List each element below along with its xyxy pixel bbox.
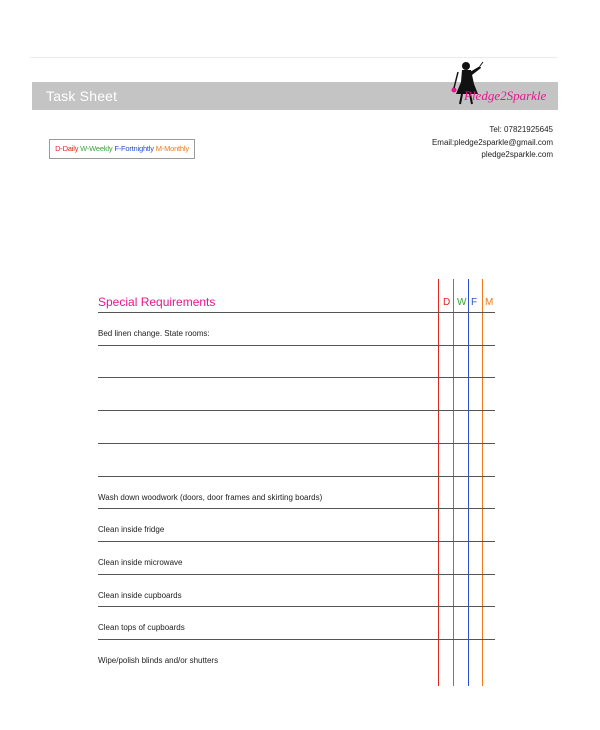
table-row-rule <box>98 508 495 509</box>
task-label: Bed linen change. State rooms: <box>98 329 210 338</box>
legend-fortnightly: F-Fortnightly <box>114 144 154 153</box>
column-line-w <box>453 279 454 686</box>
column-header-m: M <box>485 297 494 308</box>
table-row-rule <box>98 345 495 346</box>
task-label: Clean tops of cupboards <box>98 623 185 632</box>
contact-website: pledge2sparkle.com <box>481 150 553 159</box>
contact-email: Email:pledge2sparkle@gmail.com <box>431 137 553 147</box>
column-header-d: D <box>443 297 451 308</box>
table-row-rule <box>98 443 495 444</box>
table-row-rule <box>98 476 495 477</box>
column-line-d <box>438 279 439 686</box>
header-bar <box>32 82 558 110</box>
table-row-rule <box>98 606 495 607</box>
page-title: Task Sheet <box>46 88 118 104</box>
task-label: Wipe/polish blinds and/or shutters <box>98 656 219 665</box>
table-row-rule <box>98 541 495 542</box>
contact-tel: Tel: 07821925645 <box>489 125 553 134</box>
section-title: Special Requirements <box>98 295 216 309</box>
task-label: Clean inside microwave <box>98 558 183 567</box>
legend-weekly: W-Weekly <box>80 144 113 153</box>
brand-name: Pledge2Sparkle <box>464 88 547 103</box>
task-label: Clean inside cupboards <box>98 591 182 600</box>
table-row-rule <box>98 377 495 378</box>
column-header-f: F <box>471 297 478 308</box>
header-rule <box>98 312 495 313</box>
column-line-m <box>482 279 483 686</box>
top-divider <box>30 57 558 58</box>
frequency-legend <box>49 139 195 159</box>
brand-logo <box>444 60 554 110</box>
column-line-f <box>468 279 469 686</box>
table-row-rule <box>98 410 495 411</box>
legend-monthly: M-Monthly <box>155 144 189 153</box>
legend-daily: D-Daily <box>55 144 79 153</box>
table-row-rule <box>98 574 495 575</box>
task-label: Clean inside fridge <box>98 525 165 534</box>
column-header-w: W <box>457 297 467 308</box>
table-row-rule <box>98 639 495 640</box>
task-label: Wash down woodwork (doors, door frames and skirting boards) <box>98 493 323 502</box>
contact-block <box>432 124 553 162</box>
